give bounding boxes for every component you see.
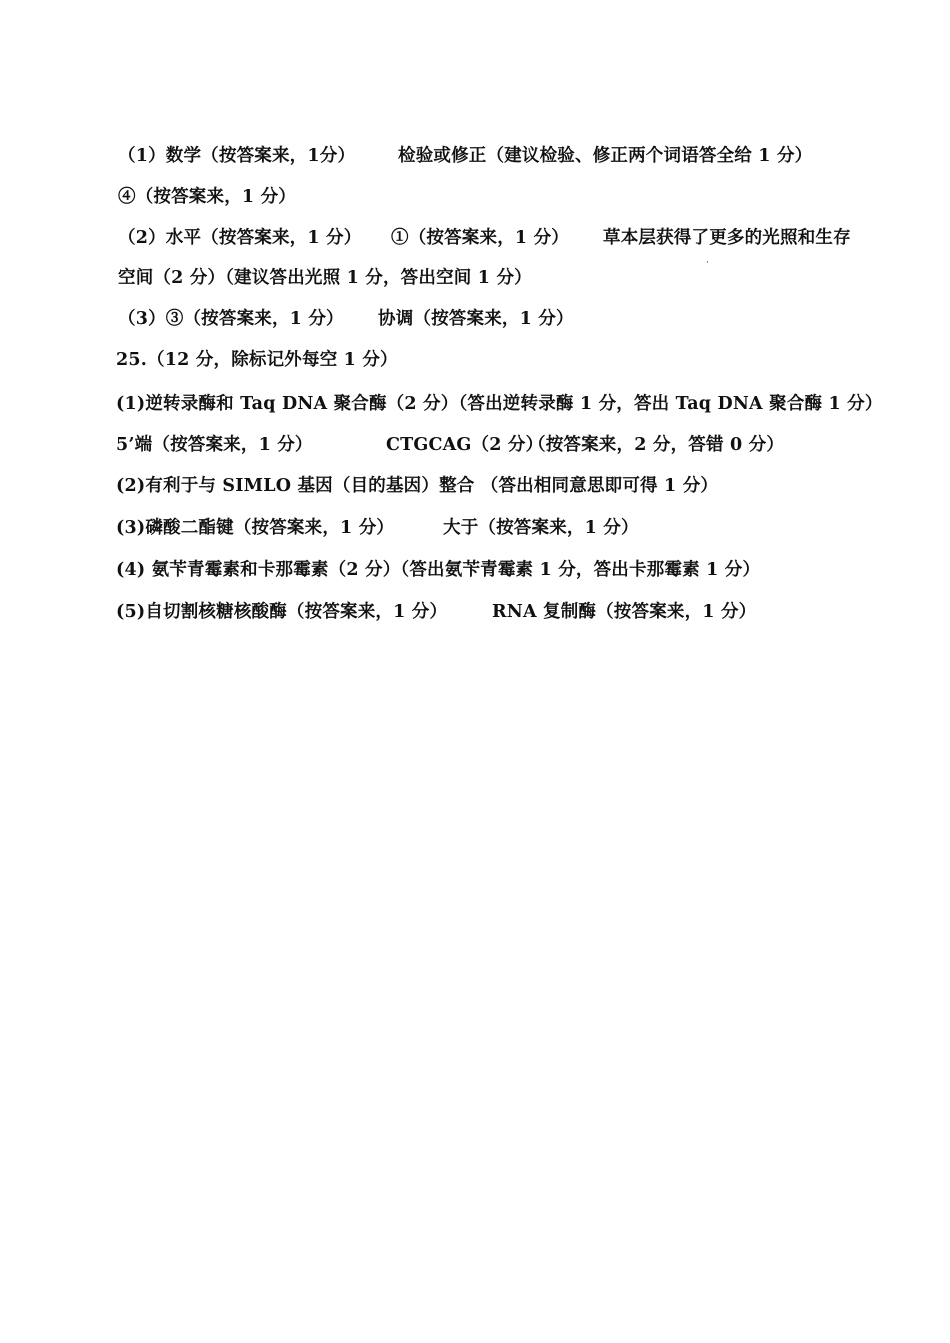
answer-24-1-choice: ④（按答案来，1 分） xyxy=(118,187,296,207)
answer-25-1-sequence: CTGCAG（2 分） xyxy=(386,435,544,455)
answer-24-1-revise: 检验或修正（建议检验、修正两个词语答全给 1 分） xyxy=(398,146,813,166)
answer-25-2: (2)有利于与 SIMLO 基因（目的基因）整合 （答出相同意思即可得 1 分） xyxy=(116,476,719,496)
answer-25-5-ribozyme: (5)自切割核糖核酸酶（按答案来，1 分） xyxy=(116,602,448,622)
answer-25-1-enzymes: (1)逆转录酶和 Taq DNA 聚合酶（2 分）（答出逆转录酶 1 分，答出 Taq DNA 聚合酶 1 分） xyxy=(116,394,883,414)
answer-24-2-reason: 草本层获得了更多的光照和生存 xyxy=(603,228,851,248)
answer-24-3-choice: （3）③（按答案来，1 分） xyxy=(118,309,344,329)
answer-25-3-bond: (3)磷酸二酯键（按答案来，1 分） xyxy=(116,518,395,538)
answer-line-25-5 xyxy=(0,598,757,678)
answer-25-1-end: 5’端（按答案来，1 分） xyxy=(116,435,313,455)
answer-25-1-note: （按答案来，2 分，答错 0 分） xyxy=(528,435,785,455)
answer-24-2-horizontal: （2）水平（按答案来，1 分） xyxy=(118,228,362,248)
answer-24-2-reason-cont: 空间（2 分）（建议答出光照 1 分，答出空间 1 分） xyxy=(118,268,532,288)
answer-25-5-replicase: RNA 复制酶（按答案来，1 分） xyxy=(492,602,757,622)
scan-speck: · xyxy=(706,258,709,268)
answer-24-3-coordinate: 协调（按答案来，1 分） xyxy=(378,309,574,329)
answer-24-1-model: （1）数学（按答案来，1分） xyxy=(118,146,356,166)
answer-25-3-greater: 大于（按答案来，1 分） xyxy=(443,518,639,538)
question-25-title: 25.（12 分，除标记外每空 1 分） xyxy=(116,350,398,370)
answer-24-2-choice: ①（按答案来，1 分） xyxy=(391,228,569,248)
answer-25-4: (4) 氨苄青霉素和卡那霉素（2 分）（答出氨苄青霉素 1 分，答出卡那霉素 1 分） xyxy=(116,560,761,580)
